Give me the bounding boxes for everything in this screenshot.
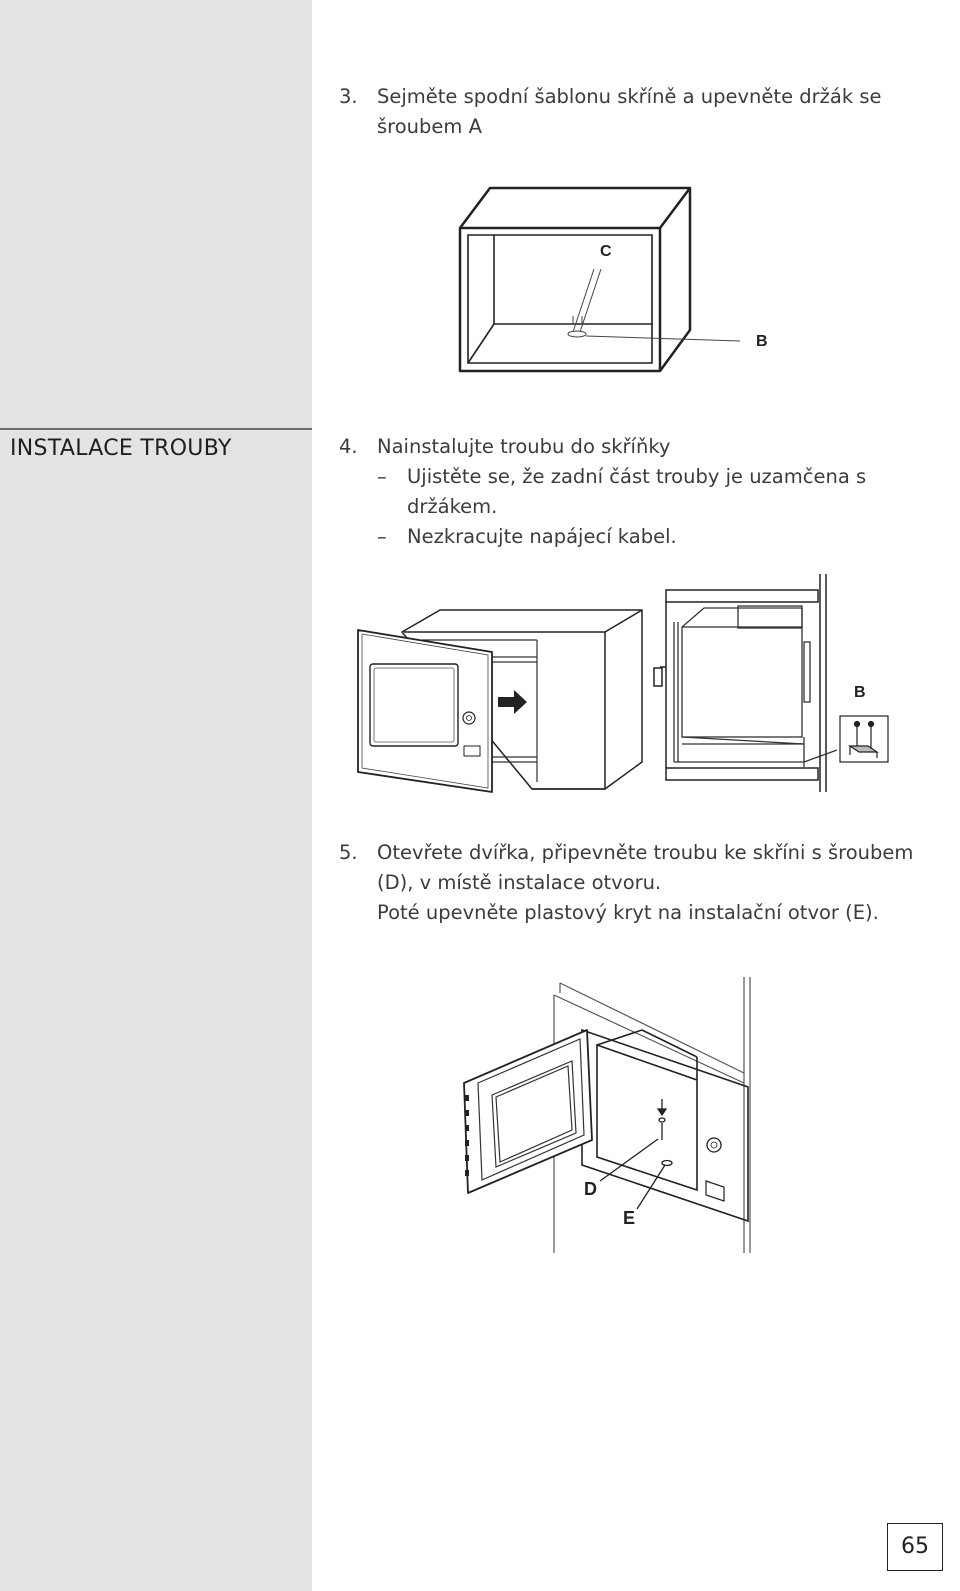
step-number: 4. xyxy=(339,435,358,458)
label-c: C xyxy=(600,243,612,260)
step-text-line: Sejměte spodní šablonu skříně a upevněte držák se xyxy=(377,85,882,108)
step-text-line: Otevřete dvířka, připevněte troubu ke skříni s šroubem xyxy=(377,841,914,864)
bullet-text-line: Ujistěte se, že zadní část trouby je uzamčena s xyxy=(407,465,867,488)
bullet-dash: – xyxy=(377,525,387,548)
label-d: D xyxy=(584,1179,597,1199)
step-3 xyxy=(339,82,882,142)
page-number: 65 xyxy=(887,1523,943,1571)
bullet-dash: – xyxy=(377,465,387,488)
label-e: E xyxy=(623,1208,636,1228)
sidebar xyxy=(0,0,312,1591)
open-door-figure xyxy=(462,975,762,1260)
step-4 xyxy=(339,432,866,552)
step-text-line: Poté upevněte plastový kryt na instalační otvor (E). xyxy=(377,901,879,924)
bullet-text-line: Nezkracujte napájecí kabel. xyxy=(407,525,677,548)
step-text-line: (D), v místě instalace otvoru. xyxy=(377,871,662,894)
cabinet-bracket-figure xyxy=(440,178,790,378)
bullet-text-line: držákem. xyxy=(407,495,498,518)
step-number: 5. xyxy=(339,841,358,864)
bullet-item xyxy=(377,462,866,522)
step-text-line: šroubem A xyxy=(377,115,482,138)
bullet-item xyxy=(377,522,866,552)
step-5 xyxy=(339,838,913,928)
step-number: 3. xyxy=(339,85,358,108)
label-b: B xyxy=(756,333,768,350)
side-section-figure xyxy=(652,572,892,794)
label-b: B xyxy=(854,684,866,701)
step-text-line: Nainstalujte troubu do skříňky xyxy=(377,435,671,458)
section-title: INSTALACE TROUBY xyxy=(10,436,232,461)
section-divider xyxy=(0,428,312,430)
oven-insert-figure xyxy=(352,592,652,804)
